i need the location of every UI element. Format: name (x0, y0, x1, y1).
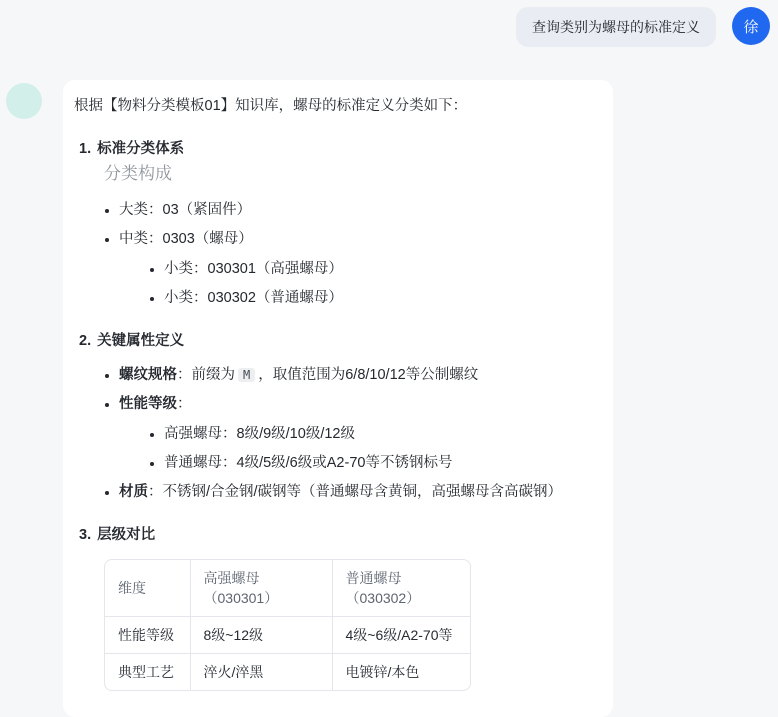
section-3-number: 3. (79, 527, 92, 543)
table-header-row (105, 560, 470, 617)
list-item-subclass: • 小类：030301（高强螺母） (164, 259, 597, 279)
attributes-list (74, 365, 597, 502)
section-2-heading (74, 331, 597, 351)
list-item-performance-grade (119, 394, 597, 473)
assistant-avatar (6, 83, 42, 119)
table-cell: 淬火/淬黑 (190, 654, 332, 691)
list-item-grade: • 普通螺母：4级/5级/6级或A2-70等不锈钢标号 (164, 453, 597, 473)
list-item-major-class: • 大类：03（紧固件） (119, 200, 597, 220)
list-item-grade: • 高强螺母：8级/9级/10级/12级 (164, 424, 597, 444)
table-header-cell: 高强螺母（030301） (190, 560, 332, 617)
attribute-label: 材质 (119, 484, 148, 500)
table-cell: 8级~12级 (190, 617, 332, 654)
section-1-title: 标准分类体系 (97, 141, 185, 157)
reply-intro: 根据【物料分类模板01】知识库，螺母的标准定义分类如下： (74, 98, 468, 114)
classification-list (74, 200, 597, 308)
attribute-label: 螺纹规格 (119, 367, 177, 383)
section-1-heading (74, 139, 597, 159)
classification-diagram-title: 分类构成 (104, 164, 172, 183)
table-header-cell: 维度 (105, 560, 190, 617)
grade-sublist (119, 424, 597, 473)
assistant-message-row (0, 80, 778, 717)
comparison-table (105, 560, 470, 690)
attribute-text: ：前缀为 (177, 367, 235, 383)
list-item-material (119, 482, 597, 502)
list-item-label: 中类：0303（螺母） (119, 231, 253, 247)
user-message-bubble: 查询类别为螺母的标准定义 (516, 7, 716, 47)
attribute-text: ：不锈钢/合金钢/碳钢等（普通螺母含黄铜，高强螺母含高碳钢） (148, 484, 563, 500)
attribute-label: 性能等级 (119, 396, 177, 412)
table-cell: 典型工艺 (105, 654, 190, 691)
table-row (105, 654, 470, 691)
section-1-number: 1. (79, 141, 92, 157)
table-header-cell: 普通螺母（030302） (332, 560, 470, 617)
assistant-message-card (63, 80, 613, 717)
comparison-table-wrapper (104, 559, 471, 691)
section-2-title: 关键属性定义 (97, 333, 185, 349)
section-3-title: 层级对比 (97, 527, 156, 543)
attribute-text: ： (177, 396, 192, 412)
list-item-thread-spec (119, 365, 597, 385)
list-item-subclass: • 小类：030302（普通螺母） (164, 288, 597, 308)
inline-code-chip: M (238, 368, 255, 382)
user-avatar: 徐 (732, 7, 770, 45)
table-cell: 电镀锌/本色 (345, 664, 420, 680)
attribute-text: ，取值范围为6/8/10/12等公制螺纹 (258, 367, 479, 383)
user-message-row (0, 0, 778, 47)
table-cell: 性能等级 (105, 617, 190, 654)
table-cell: 4级~6级/A2-70等 (332, 617, 470, 654)
section-2-number: 2. (79, 333, 92, 349)
section-3-heading (74, 525, 597, 545)
subclass-list (119, 259, 597, 308)
list-item-middle-class (119, 229, 597, 308)
table-row (105, 617, 470, 654)
